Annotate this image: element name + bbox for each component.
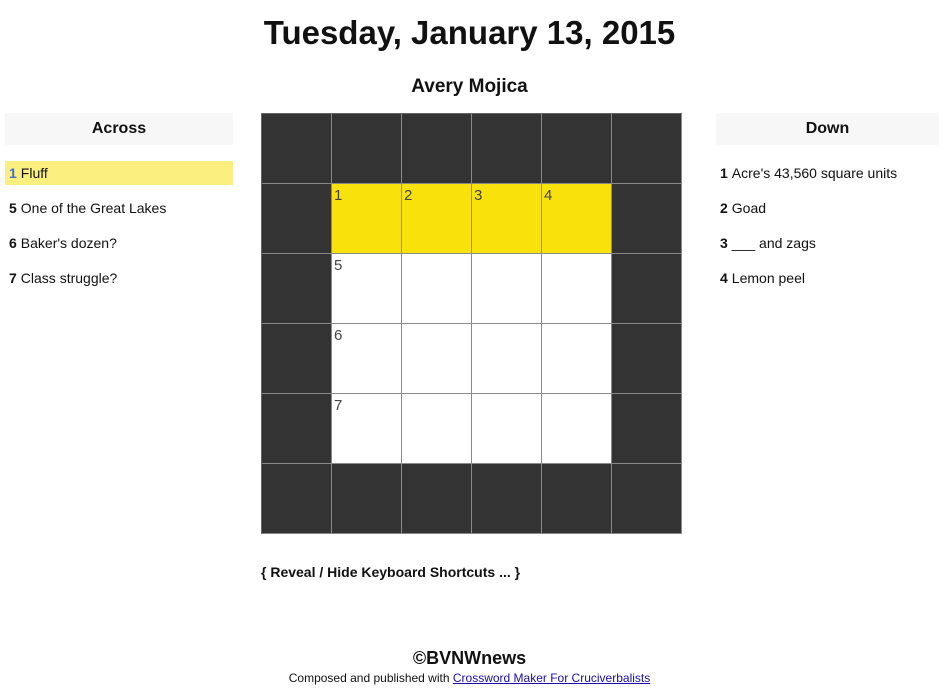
cell-number: 5 (334, 257, 343, 274)
clue-number: 4 (720, 270, 728, 286)
across-clue-5[interactable] (5, 196, 233, 220)
grid-cell[interactable] (402, 184, 472, 254)
block-cell (262, 254, 332, 324)
across-clue-6[interactable] (5, 231, 233, 255)
grid-cell[interactable] (402, 324, 472, 394)
grid-cell[interactable] (332, 394, 402, 464)
clue-number: 7 (9, 270, 17, 286)
grid-cell[interactable] (472, 254, 542, 324)
credit-prefix: Composed and published with (288, 671, 453, 685)
block-cell (612, 394, 682, 464)
block-cell (612, 184, 682, 254)
grid-cell[interactable] (332, 254, 402, 324)
grid-cell[interactable] (402, 254, 472, 324)
across-clue-list (5, 161, 233, 290)
block-cell (262, 184, 332, 254)
block-cell (402, 464, 472, 534)
clue-text: Lemon peel (731, 270, 805, 286)
grid-cell[interactable] (542, 184, 612, 254)
block-cell (262, 464, 332, 534)
clue-text: Baker's dozen? (20, 235, 117, 251)
clue-text: One of the Great Lakes (20, 200, 167, 216)
down-header: Down (716, 113, 939, 145)
credit-line (0, 671, 939, 685)
block-cell (262, 394, 332, 464)
clue-number: 1 (720, 165, 728, 181)
block-cell (262, 114, 332, 184)
copyright: ©BVNWnews (412, 648, 527, 668)
footer (0, 648, 939, 685)
across-header: Across (5, 113, 233, 145)
across-clue-7[interactable] (5, 266, 233, 290)
grid-cell[interactable] (332, 184, 402, 254)
clue-number: 5 (9, 200, 17, 216)
clue-text: Class struggle? (20, 270, 118, 286)
down-clue-3[interactable] (716, 231, 939, 255)
grid-cell[interactable] (472, 184, 542, 254)
grid-cell[interactable] (542, 394, 612, 464)
clue-number: 2 (720, 200, 728, 216)
grid-cell[interactable] (332, 324, 402, 394)
down-clue-list (716, 161, 939, 290)
down-clue-1[interactable] (716, 161, 939, 185)
block-cell (612, 324, 682, 394)
puzzle-author: Avery Mojica (411, 76, 528, 97)
clue-text: Fluff (20, 165, 48, 181)
clue-number: 3 (720, 235, 728, 251)
block-cell (542, 114, 612, 184)
clue-number: 6 (9, 235, 17, 251)
block-cell (542, 464, 612, 534)
crossword-grid (261, 113, 682, 534)
grid-cell[interactable] (472, 324, 542, 394)
clue-text: Acre's 43,560 square units (731, 165, 898, 181)
block-cell (612, 254, 682, 324)
block-cell (612, 464, 682, 534)
grid-cell[interactable] (402, 394, 472, 464)
crossword-maker-link[interactable]: Crossword Maker For Cruciverbalists (452, 671, 651, 685)
cell-number: 1 (334, 187, 343, 204)
cell-number: 7 (334, 397, 343, 414)
block-cell (332, 464, 402, 534)
cell-number: 2 (404, 187, 413, 204)
across-clue-1[interactable] (5, 161, 233, 185)
down-panel (716, 113, 939, 301)
across-panel (5, 113, 233, 301)
grid-cell[interactable] (472, 394, 542, 464)
block-cell (332, 114, 402, 184)
clue-number: 1 (9, 165, 17, 181)
grid-cell[interactable] (542, 324, 612, 394)
down-clue-2[interactable] (716, 196, 939, 220)
block-cell (472, 114, 542, 184)
block-cell (402, 114, 472, 184)
clue-text: ___ and zags (731, 235, 816, 251)
cell-number: 4 (544, 187, 553, 204)
keyboard-shortcuts-toggle[interactable]: { Reveal / Hide Keyboard Shortcuts ... } (261, 564, 521, 580)
puzzle-title: Tuesday, January 13, 2015 (263, 14, 676, 51)
cell-number: 3 (474, 187, 483, 204)
block-cell (612, 114, 682, 184)
grid-cell[interactable] (542, 254, 612, 324)
clue-text: Goad (731, 200, 767, 216)
cell-number: 6 (334, 327, 343, 344)
down-clue-4[interactable] (716, 266, 939, 290)
block-cell (262, 324, 332, 394)
block-cell (472, 464, 542, 534)
